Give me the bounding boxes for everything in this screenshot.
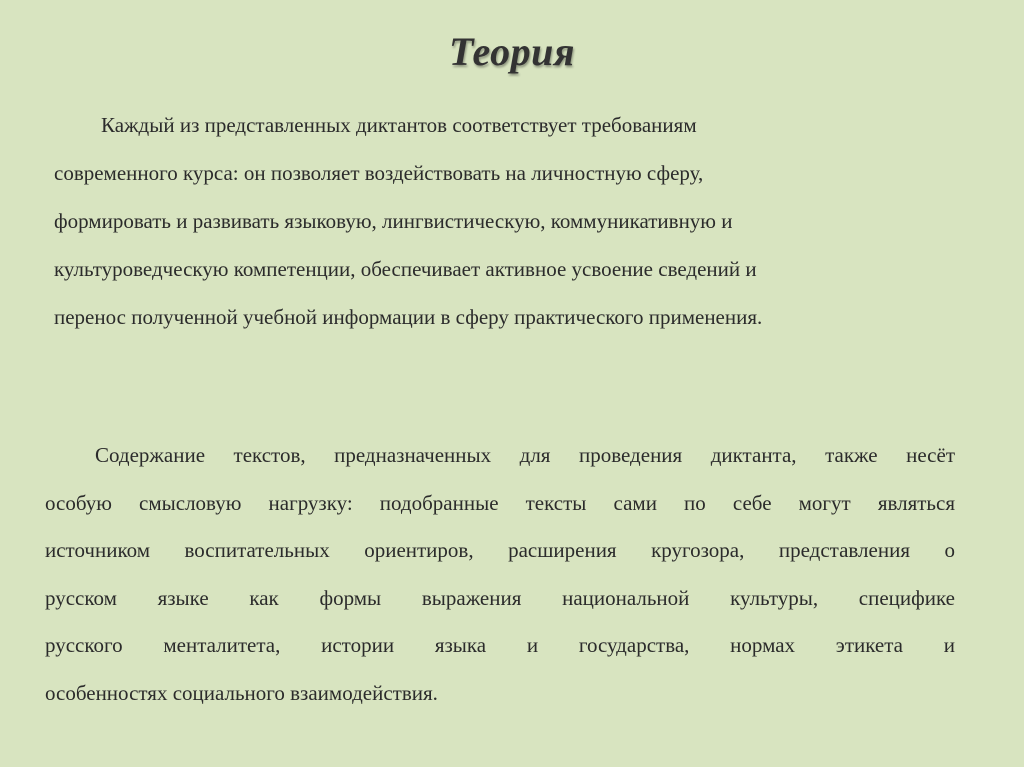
paragraph-1-line: формировать и развивать языковую, лингвистическую, коммуникативную и (54, 209, 733, 233)
paragraph-1-line: современного курса: он позволяет воздействовать на личностную сферу, (54, 161, 704, 185)
paragraph-2-line: русском языке как формы выражения национальной культуры, специфике (45, 585, 955, 610)
paragraph-2-line: русского менталитета, истории языка и государства, нормах этикета и (45, 633, 955, 657)
paragraph-2-line: Содержание текстов, предназначенных для проведения диктанта, также несёт (95, 443, 955, 467)
paragraph-2-line: источником воспитательных ориентиров, расширения кругозора, представления о (45, 538, 955, 562)
paragraph-1 (54, 110, 954, 350)
paragraph-2-line: особую смысловую нагрузку: подобранные тексты сами по себе могут являться (45, 490, 955, 515)
paragraph-2 (45, 440, 955, 725)
paragraph-1-line: Каждый из представленных диктантов соответствует требованиям (101, 113, 697, 137)
paragraph-1-line: перенос полученной учебной информации в сферу практического применения. (54, 305, 763, 329)
slide-title: Теория (448, 29, 576, 74)
paragraph-2-line: особенностях социального взаимодействия. (45, 680, 438, 705)
paragraph-1-line: культуроведческую компетенции, обеспечивает активное усвоение сведений и (54, 257, 757, 281)
